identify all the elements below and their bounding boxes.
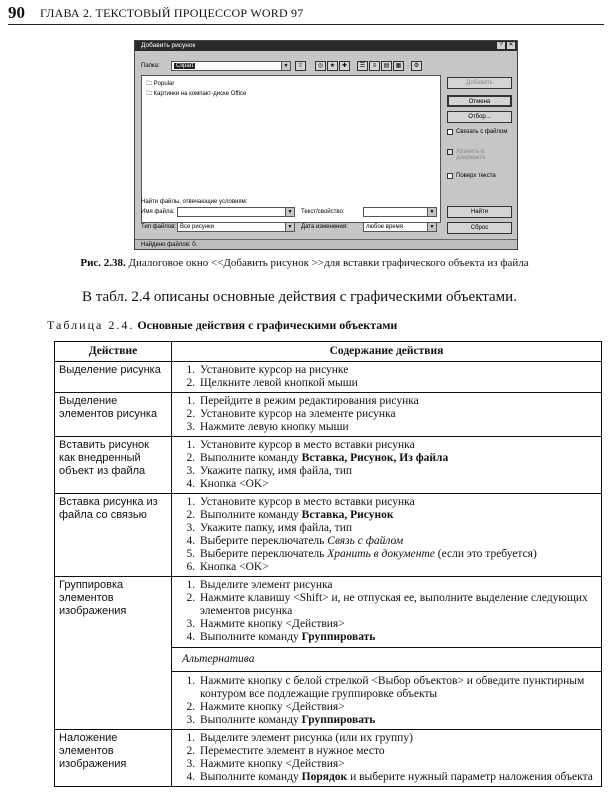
folder-select[interactable] bbox=[171, 61, 291, 71]
insert-button[interactable]: Добавить bbox=[447, 77, 512, 89]
step: 2. Нажмите клавишу <Shift> и, не отпуская ее, выполните выделение следующих элементов рисунка bbox=[198, 592, 597, 618]
commands-icon[interactable]: ⚙ bbox=[411, 61, 422, 71]
step: 3. Нажмите кнопку <Действия> bbox=[198, 758, 597, 771]
preview-view-icon[interactable]: ▦ bbox=[393, 61, 404, 71]
action-cell: Вставка рисунка из файла со связью bbox=[55, 494, 172, 577]
float-label: Поверх текста bbox=[456, 173, 496, 179]
step: 2. Переместите элемент в нужное место bbox=[198, 745, 597, 758]
options-button[interactable]: Отбор... bbox=[447, 111, 512, 123]
step: 4. Выберите переключатель Связь с файлом bbox=[198, 535, 597, 548]
float-checkbox[interactable] bbox=[447, 173, 453, 179]
step: 3. Нажмите кнопку <Действия> bbox=[198, 618, 597, 631]
action-cell: Вставить рисунок как внедренный объект из файла bbox=[55, 437, 172, 494]
properties-view-icon[interactable]: ▤ bbox=[381, 61, 392, 71]
search-header: Найти файлы, отвечающие условиям: bbox=[141, 199, 248, 205]
insert-picture-dialog bbox=[134, 40, 518, 250]
table-title: Основные действия с графическими объектами bbox=[137, 318, 398, 332]
table-row bbox=[55, 494, 602, 577]
help-icon[interactable]: ? bbox=[497, 42, 505, 49]
step: 4. Кнопка <OK> bbox=[198, 478, 597, 491]
filetype-select[interactable] bbox=[177, 222, 295, 232]
save-in-doc-label: Хранить в документе bbox=[456, 149, 486, 161]
date-value: любое время bbox=[366, 224, 404, 230]
step: 1. Установите курсор в место вставки рисунка bbox=[198, 496, 597, 509]
chevron-down-icon: ▼ bbox=[285, 223, 294, 231]
column-header: Действие bbox=[55, 342, 172, 362]
page-header bbox=[8, 3, 604, 25]
figure-label: Рис. 2.38. bbox=[80, 257, 126, 269]
step: 1. Установите курсор в место вставки рисунка bbox=[198, 439, 597, 452]
date-label: Дата изменения: bbox=[301, 224, 348, 230]
folder-label: Папка: bbox=[141, 63, 160, 69]
status-bar: Найдено файлов: 0. bbox=[135, 239, 517, 249]
step: 5. Выберите переключатель Хранить в документе (если это требуется) bbox=[198, 548, 597, 561]
step: 3. Нажмите левую кнопку мыши bbox=[198, 421, 597, 434]
favorites-icon[interactable]: ★ bbox=[327, 61, 338, 71]
figure-text: Диалоговое окно <<Добавить рисунок >>для вставки графического объекта из файла bbox=[128, 257, 529, 269]
find-button[interactable]: Найти bbox=[447, 206, 512, 218]
close-icon[interactable]: ✕ bbox=[508, 42, 514, 48]
add-favorite-icon[interactable]: ✚ bbox=[339, 61, 350, 71]
steps-cell bbox=[172, 393, 602, 437]
figure-caption bbox=[0, 257, 609, 269]
filename-field[interactable] bbox=[177, 207, 295, 217]
filetype-value: Все рисунки bbox=[180, 224, 214, 230]
step: 1. Установите курсор на рисунке bbox=[198, 364, 597, 377]
action-cell: Наложение элементов изображения bbox=[55, 730, 172, 787]
divider bbox=[172, 647, 601, 648]
table-row bbox=[55, 362, 602, 393]
chevron-down-icon: ▼ bbox=[281, 62, 290, 70]
table-row bbox=[55, 577, 602, 730]
list-view-icon[interactable]: ☰ bbox=[357, 61, 368, 71]
table-header-row bbox=[55, 342, 602, 362]
steps-cell bbox=[172, 362, 602, 393]
steps-cell bbox=[172, 494, 602, 577]
actions-table bbox=[54, 341, 602, 787]
text-property-label: Текст/свойство: bbox=[301, 209, 345, 215]
step: 1. Перейдите в режим редактирования рисунка bbox=[198, 395, 597, 408]
table-label: Таблица 2.4. bbox=[47, 318, 135, 332]
step: 3. Укажите папку, имя файла, тип bbox=[198, 522, 597, 535]
step: 2. Нажмите кнопку <Действия> bbox=[198, 701, 597, 714]
date-select[interactable] bbox=[363, 222, 437, 232]
steps-cell bbox=[172, 577, 602, 730]
link-checkbox[interactable] bbox=[447, 129, 453, 135]
body-paragraph: В табл. 2.4 описаны основные действия с графическими объектами. bbox=[82, 289, 517, 305]
list-item[interactable]: 🗀 Popular bbox=[146, 81, 175, 87]
cancel-button[interactable]: Отмена bbox=[447, 95, 512, 107]
filetype-label: Тип файлов: bbox=[141, 224, 177, 230]
divider bbox=[172, 671, 601, 672]
step: 1. Выделите элемент рисунка (или их группу) bbox=[198, 732, 597, 745]
filename-label: Имя файла: bbox=[141, 209, 175, 215]
step: 6. Кнопка <OK> bbox=[198, 561, 597, 574]
table-caption bbox=[47, 318, 397, 333]
step: 2. Выполните команду Вставка, Рисунок, Из файла bbox=[198, 452, 597, 465]
column-header: Содержание действия bbox=[172, 342, 602, 362]
reset-button[interactable]: Сброс bbox=[447, 222, 512, 234]
details-view-icon[interactable]: ≡ bbox=[369, 61, 380, 71]
page-number: 90 bbox=[8, 3, 25, 22]
chevron-down-icon: ▼ bbox=[427, 208, 436, 216]
step: 4. Выполните команду Группировать bbox=[198, 631, 597, 644]
step: 1. Нажмите кнопку с белой стрелкой <Выбор объектов> и обведите пунктирным контуром все подлежащие группировке объекты bbox=[198, 675, 597, 701]
up-folder-icon[interactable]: ⇧ bbox=[295, 61, 306, 71]
search-web-icon[interactable]: ◎ bbox=[315, 61, 326, 71]
dialog-title: Добавить рисунок bbox=[141, 42, 196, 49]
dialog-titlebar bbox=[135, 41, 517, 51]
step: 1. Выделите элемент рисунка bbox=[198, 579, 597, 592]
table-row bbox=[55, 437, 602, 494]
steps-cell bbox=[172, 730, 602, 787]
header-rule bbox=[8, 24, 604, 25]
list-item[interactable]: 🗀 Картинки на компакт-диске Office bbox=[146, 91, 247, 97]
action-cell: Выделение рисунка bbox=[55, 362, 172, 393]
text-property-field[interactable] bbox=[363, 207, 437, 217]
table-row bbox=[55, 730, 602, 787]
table-row bbox=[55, 393, 602, 437]
action-cell: Выделение элементов рисунка bbox=[55, 393, 172, 437]
step: 3. Выполните команду Группировать bbox=[198, 714, 597, 727]
alternative-label: Альтернатива bbox=[182, 653, 255, 665]
step: 4. Выполните команду Порядок и выберите нужный параметр наложения объекта bbox=[198, 771, 597, 784]
link-label: Связать с файлом bbox=[456, 129, 508, 135]
action-cell: Группировка элементов изображения bbox=[55, 577, 172, 730]
folder-value: Clipart bbox=[176, 63, 194, 69]
save-in-doc-checkbox[interactable] bbox=[447, 149, 453, 155]
step: 2. Установите курсор на элементе рисунка bbox=[198, 408, 597, 421]
chevron-down-icon: ▼ bbox=[285, 208, 294, 216]
chapter-title: ГЛАВА 2. ТЕКСТОВЫЙ ПРОЦЕССОР WORD 97 bbox=[40, 6, 304, 20]
chevron-down-icon: ▼ bbox=[427, 223, 436, 231]
step: 2. Щелкните левой кнопкой мыши bbox=[198, 377, 597, 390]
steps-cell bbox=[172, 437, 602, 494]
step: 3. Укажите папку, имя файла, тип bbox=[198, 465, 597, 478]
step: 2. Выполните команду Вставка, Рисунок bbox=[198, 509, 597, 522]
